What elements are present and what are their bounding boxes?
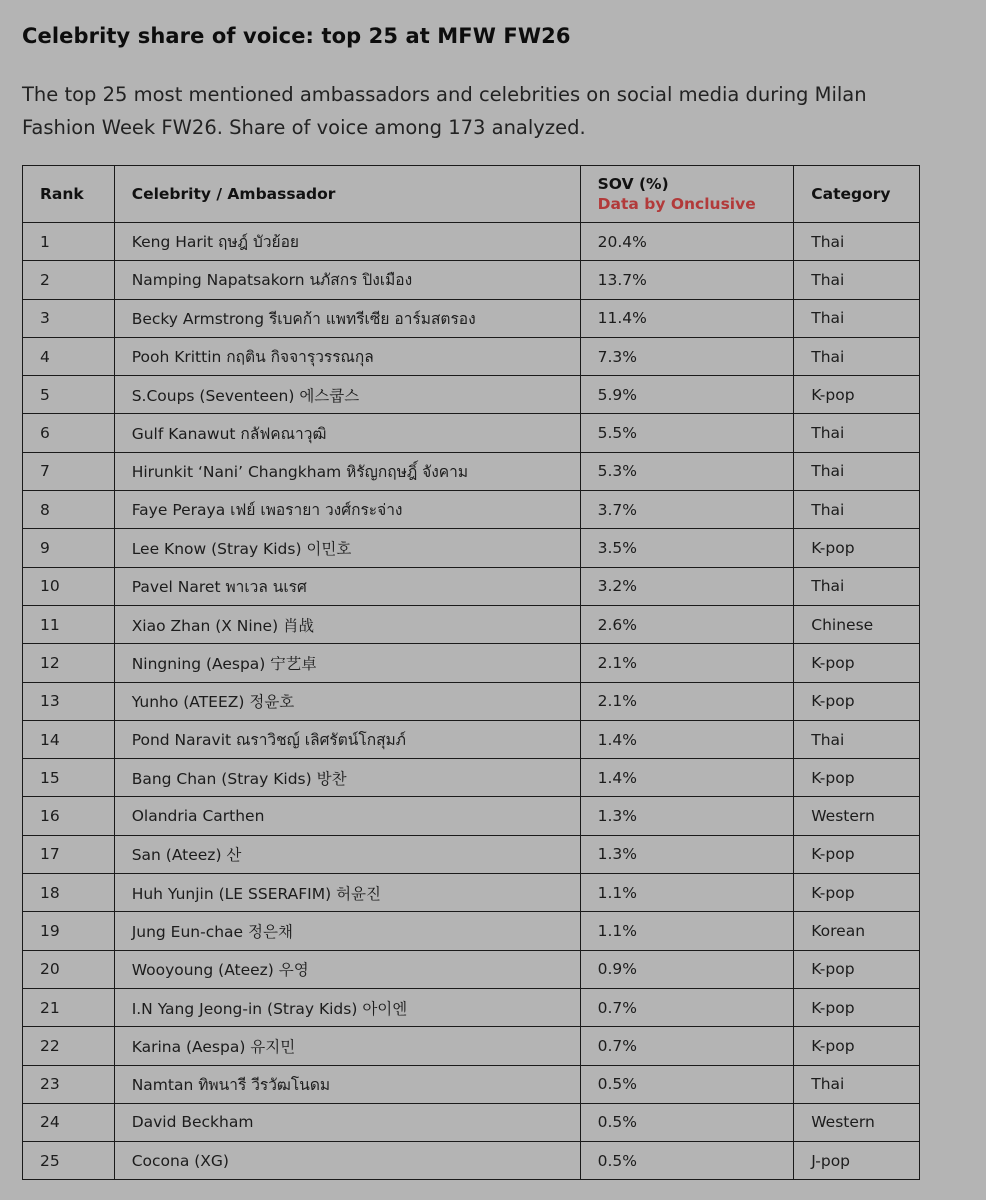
celebrity-cell: Karina (Aespa) 유지민 [114,1027,580,1065]
table-row [23,376,920,414]
rank-cell: 21 [23,988,115,1026]
sov-cell: 1.4% [580,720,794,758]
category-cell: K-pop [794,682,920,720]
sov-cell: 5.9% [580,376,794,414]
table-row [23,567,920,605]
category-cell: J-pop [794,1142,920,1180]
category-cell: Thai [794,491,920,529]
table-row [23,299,920,337]
table-row [23,835,920,873]
celebrity-cell: Huh Yunjin (LE SSERAFIM) 허윤진 [114,874,580,912]
celebrity-cell: Becky Armstrong รีเบคก้า แพทรีเซีย อาร์มสตรอง [114,299,580,337]
rank-cell: 20 [23,950,115,988]
sov-cell: 0.9% [580,950,794,988]
table-body [23,223,920,1180]
sov-cell: 20.4% [580,223,794,261]
column-header-celebrity: Celebrity / Ambassador [114,166,580,223]
rank-cell: 3 [23,299,115,337]
category-cell: Thai [794,567,920,605]
category-cell: K-pop [794,950,920,988]
table-row [23,1142,920,1180]
category-cell: K-pop [794,874,920,912]
share-of-voice-table [22,165,920,1180]
rank-cell: 12 [23,644,115,682]
rank-cell: 18 [23,874,115,912]
rank-cell: 11 [23,605,115,643]
celebrity-cell: Hirunkit ‘Nani’ Changkham หิรัญกฤษฎิ์ จังคาม [114,452,580,490]
rank-cell: 6 [23,414,115,452]
table-row [23,950,920,988]
category-cell: Korean [794,912,920,950]
sov-cell: 11.4% [580,299,794,337]
category-cell: K-pop [794,644,920,682]
sov-cell: 0.5% [580,1065,794,1103]
data-source-credit: Data by Onclusive [597,194,756,213]
category-cell: Thai [794,414,920,452]
rank-cell: 1 [23,223,115,261]
category-cell: K-pop [794,1027,920,1065]
category-cell: K-pop [794,988,920,1026]
celebrity-cell: Bang Chan (Stray Kids) 방찬 [114,759,580,797]
celebrity-cell: Olandria Carthen [114,797,580,835]
sov-cell: 7.3% [580,337,794,375]
sov-cell: 0.7% [580,1027,794,1065]
table-row [23,223,920,261]
sov-cell: 3.7% [580,491,794,529]
table-row [23,337,920,375]
category-cell: Western [794,797,920,835]
celebrity-cell: Cocona (XG) [114,1142,580,1180]
celebrity-cell: Xiao Zhan (X Nine) 肖战 [114,605,580,643]
rank-cell: 22 [23,1027,115,1065]
rank-cell: 13 [23,682,115,720]
celebrity-cell: Wooyoung (Ateez) 우영 [114,950,580,988]
category-cell: Thai [794,720,920,758]
category-cell: Thai [794,261,920,299]
category-cell: Thai [794,337,920,375]
rank-cell: 17 [23,835,115,873]
sov-cell: 1.4% [580,759,794,797]
category-cell: Thai [794,223,920,261]
table-header-row [23,166,920,223]
celebrity-cell: Faye Peraya เฟย์ เพอรายา วงศ์กระจ่าง [114,491,580,529]
sov-cell: 2.6% [580,605,794,643]
celebrity-cell: San (Ateez) 산 [114,835,580,873]
rank-cell: 10 [23,567,115,605]
sov-cell: 5.5% [580,414,794,452]
table-row [23,988,920,1026]
page-title: Celebrity share of voice: top 25 at MFW FW26 [22,24,571,48]
celebrity-cell: Pond Naravit ณราวิชญ์ เลิศรัตน์โกสุมภ์ [114,720,580,758]
rank-cell: 8 [23,491,115,529]
table-row [23,1027,920,1065]
table-row [23,529,920,567]
category-cell: K-pop [794,835,920,873]
sov-cell: 1.1% [580,912,794,950]
table-row [23,414,920,452]
table-row [23,261,920,299]
sov-cell: 0.5% [580,1142,794,1180]
celebrity-cell: I.N Yang Jeong-in (Stray Kids) 아이엔 [114,988,580,1026]
column-header-rank: Rank [23,166,115,223]
sov-cell: 3.2% [580,567,794,605]
celebrity-cell: Namtan ทิพนารี วีรวัฒโนดม [114,1065,580,1103]
table-row [23,1065,920,1103]
table-row [23,912,920,950]
column-header-category: Category [794,166,920,223]
sov-cell: 1.3% [580,797,794,835]
category-cell: Chinese [794,605,920,643]
category-cell: Thai [794,299,920,337]
table-row [23,682,920,720]
category-cell: Western [794,1103,920,1141]
page-subtitle: The top 25 most mentioned ambassadors and celebrities on social media during Milan Fashion Week FW26. Share of voice among 173 analyzed. [22,83,867,139]
table-row [23,720,920,758]
celebrity-cell: S.Coups (Seventeen) 에스쿱스 [114,376,580,414]
table-row [23,452,920,490]
category-cell: K-pop [794,759,920,797]
table-row [23,759,920,797]
table-row [23,491,920,529]
category-cell: Thai [794,1065,920,1103]
sov-cell: 2.1% [580,682,794,720]
celebrity-cell: Pavel Naret พาเวล นเรศ [114,567,580,605]
sov-header-label: SOV (%) [597,174,669,193]
rank-cell: 15 [23,759,115,797]
category-cell: K-pop [794,529,920,567]
celebrity-cell: Lee Know (Stray Kids) 이민호 [114,529,580,567]
rank-cell: 5 [23,376,115,414]
sov-cell: 3.5% [580,529,794,567]
rank-cell: 24 [23,1103,115,1141]
rank-cell: 4 [23,337,115,375]
table-row [23,644,920,682]
celebrity-cell: Gulf Kanawut กลัฟคณาวุฒิ [114,414,580,452]
rank-cell: 19 [23,912,115,950]
column-header-sov [580,166,794,223]
table-row [23,1103,920,1141]
celebrity-cell: Keng Harit ฤษฎ์ บัวย้อย [114,223,580,261]
rank-cell: 23 [23,1065,115,1103]
table-row [23,874,920,912]
rank-cell: 7 [23,452,115,490]
celebrity-cell: Jung Eun-chae 정은채 [114,912,580,950]
rank-cell: 25 [23,1142,115,1180]
celebrity-cell: Namping Napatsakorn นภัสกร ปิงเมือง [114,261,580,299]
table-row [23,797,920,835]
sov-cell: 1.1% [580,874,794,912]
rank-cell: 2 [23,261,115,299]
celebrity-cell: Pooh Krittin กฤติน กิจจารุวรรณกุล [114,337,580,375]
celebrity-cell: Yunho (ATEEZ) 정윤호 [114,682,580,720]
sov-cell: 1.3% [580,835,794,873]
rank-cell: 16 [23,797,115,835]
sov-cell: 5.3% [580,452,794,490]
celebrity-cell: David Beckham [114,1103,580,1141]
table-row [23,605,920,643]
sov-cell: 2.1% [580,644,794,682]
celebrity-cell: Ningning (Aespa) 宁艺卓 [114,644,580,682]
rank-cell: 14 [23,720,115,758]
sov-cell: 13.7% [580,261,794,299]
rank-cell: 9 [23,529,115,567]
category-cell: K-pop [794,376,920,414]
sov-cell: 0.5% [580,1103,794,1141]
category-cell: Thai [794,452,920,490]
sov-cell: 0.7% [580,988,794,1026]
